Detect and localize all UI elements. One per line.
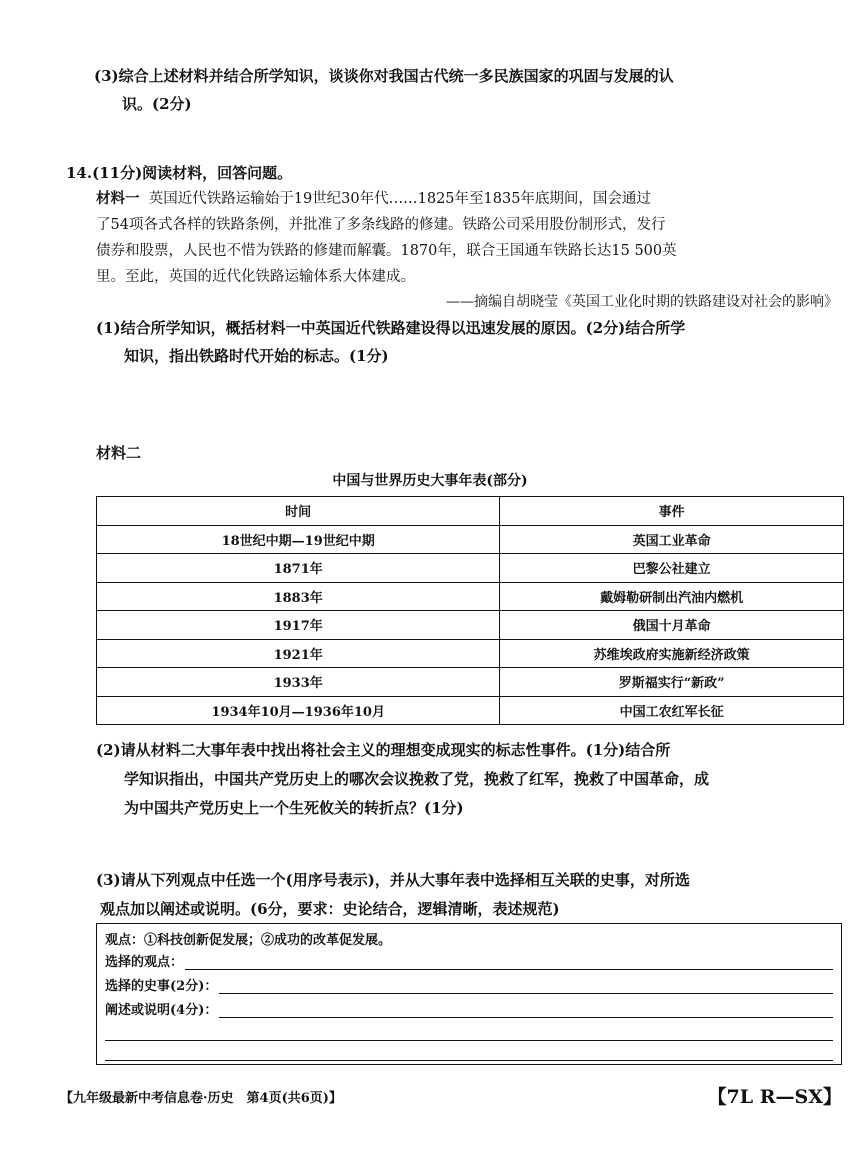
cell-time: 1917年 <box>97 611 500 640</box>
q14-1-line1: (1)结合所学知识，概括材料一中英国近代铁路建设得以迅速发展的原因。(2分)结合所学 <box>96 319 686 337</box>
table-row <box>97 696 844 725</box>
q14-2-line2: 学知识指出，中国共产党历史上的哪次会议挽救了党，挽救了红军，挽救了中国革命，成 <box>124 770 710 788</box>
material-1-line4: 里。至此，英国的近代化铁路运输体系大体建成。 <box>96 269 415 285</box>
cell-event: 巴黎公社建立 <box>500 554 844 583</box>
cell-time: 1883年 <box>97 582 500 611</box>
cell-event: 苏维埃政府实施新经济政策 <box>500 639 844 668</box>
footer-code: 【7L R—SX】 <box>707 1086 842 1108</box>
chosen-view-row <box>105 948 833 970</box>
q14-3-line2: 观点加以阐述或说明。(6分，要求：史论结合，逻辑清晰，表述规范) <box>100 900 560 918</box>
table-row <box>97 582 844 611</box>
question-14-part-1 <box>96 314 846 370</box>
table-row <box>97 668 844 697</box>
table-row <box>97 611 844 640</box>
table-header-row <box>97 497 844 526</box>
material-2-label: 材料二 <box>96 444 142 462</box>
cell-time: 1921年 <box>97 639 500 668</box>
events-table <box>96 496 844 725</box>
answer-box <box>96 923 842 1065</box>
q13-3-line2: 识。(2分) <box>122 95 192 113</box>
cell-time: 1933年 <box>97 668 500 697</box>
q14-3-line1: (3)请从下列观点中任选一个(用序号表示)，并从大事年表中选择相互关联的史事，对所选 <box>96 871 690 889</box>
answer-line[interactable] <box>105 1060 833 1061</box>
answer-line[interactable] <box>105 1040 833 1041</box>
cell-event: 中国工农红军长征 <box>500 696 844 725</box>
question-14-part-3 <box>96 866 846 924</box>
table-row <box>97 639 844 668</box>
viewpoints-row <box>105 926 833 948</box>
table-title: 中国与世界历史大事年表(部分) <box>332 473 528 489</box>
cell-time: 18世纪中期—19世纪中期 <box>97 525 500 554</box>
material-1-line1 <box>96 186 844 212</box>
chosen-view-answer-line[interactable] <box>185 955 833 970</box>
header-time: 时间 <box>97 497 500 526</box>
cell-event: 英国工业革命 <box>500 525 844 554</box>
material-1-line3: 债券和股票，人民也不惜为铁路的修建而解囊。1870年，联合王国通车铁路长达15 500英 <box>96 243 677 259</box>
material-1-line2: 了54项各式各样的铁路条例，并批准了多条线路的修建。铁路公司采用股份制形式，发行 <box>96 217 666 233</box>
material-1-text1: 英国近代铁路运输始于19世纪30年代……1825年至1835年底期间，国会通过 <box>148 191 651 207</box>
table-row <box>97 525 844 554</box>
question-14-part-2 <box>96 736 846 823</box>
footer-exam-info: 【九年级最新中考信息卷·历史 第4页(共6页)】 <box>60 1091 342 1106</box>
viewpoints-text: 观点：①科技创新促发展；②成功的改革促发展。 <box>105 933 392 948</box>
explanation-row <box>105 996 833 1018</box>
chosen-events-label: 选择的史事(2分)： <box>105 979 218 994</box>
material-1-source: ——摘编自胡晓莹《英国工业化时期的铁路建设对社会的影响》 <box>446 294 838 310</box>
q13-3-line1: (3)综合上述材料并结合所学知识，谈谈你对我国古代统一多民族国家的巩固与发展的认 <box>94 67 674 85</box>
q14-2-line1: (2)请从材料二大事年表中找出将社会主义的理想变成现实的标志性事件。(1分)结合所 <box>96 741 671 759</box>
cell-event: 戴姆勒研制出汽油内燃机 <box>500 582 844 611</box>
header-event: 事件 <box>500 497 844 526</box>
chosen-events-row <box>105 972 833 994</box>
explanation-label: 阐述或说明(4分)： <box>105 1003 218 1018</box>
cell-event: 罗斯福实行“新政” <box>500 668 844 697</box>
chosen-view-label: 选择的观点： <box>105 955 184 970</box>
question-13-part-3 <box>94 62 844 118</box>
table-row <box>97 554 844 583</box>
explanation-answer-line[interactable] <box>219 1003 833 1018</box>
material-1-label: 材料一 <box>96 190 140 207</box>
chosen-events-answer-line[interactable] <box>219 979 833 994</box>
cell-time: 1871年 <box>97 554 500 583</box>
material-1 <box>96 186 844 290</box>
cell-event: 俄国十月革命 <box>500 611 844 640</box>
q14-2-line3: 为中国共产党历史上一个生死攸关的转折点？(1分) <box>124 799 464 817</box>
cell-time: 1934年10月—1936年10月 <box>97 696 500 725</box>
q14-1-line2: 知识，指出铁路时代开始的标志。(1分) <box>124 347 389 365</box>
question-14-header: 14.(11分)阅读材料，回答问题。 <box>66 164 293 182</box>
